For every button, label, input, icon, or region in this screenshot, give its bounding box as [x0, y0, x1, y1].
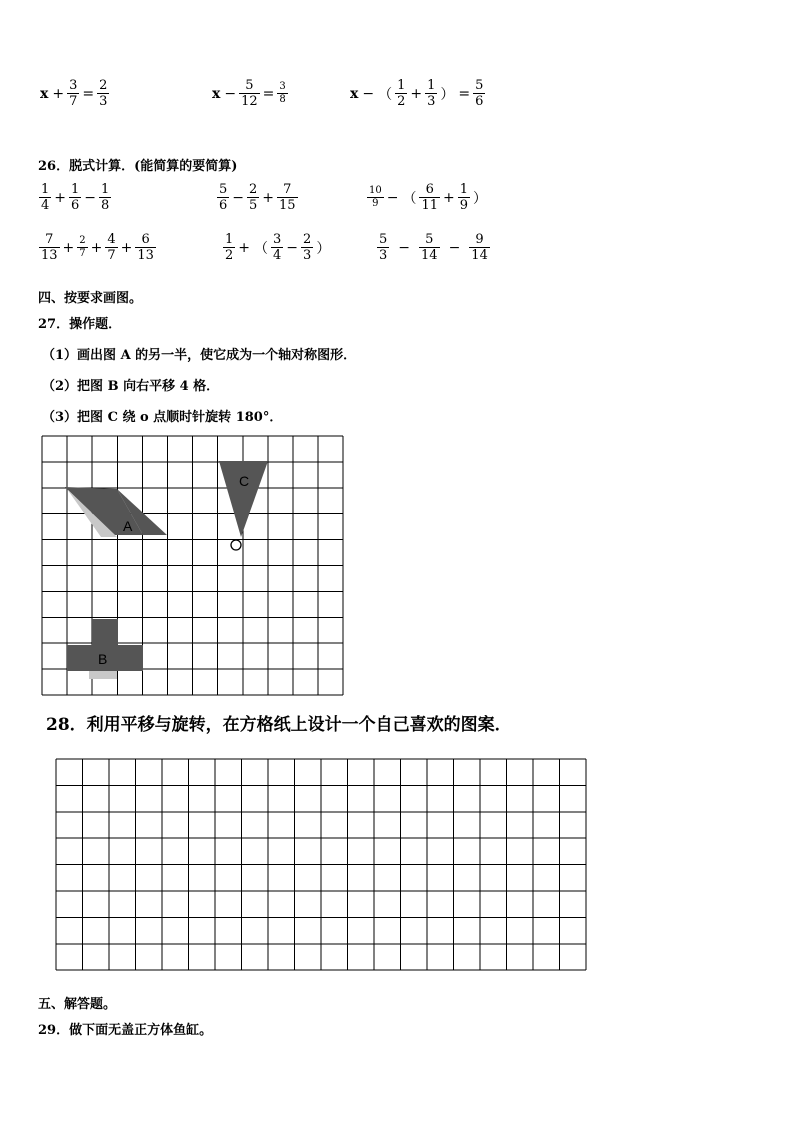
q27-grid: [40, 431, 354, 698]
rotation-point-o: [231, 540, 241, 550]
equation-3: x − （ $\frac{1}{2}$ + $\frac{1}{3}$ ） = $\frac{5}{6}$: [350, 78, 484, 109]
expression-2: $\frac{5}{6}$ − $\frac{2}{5}$ + $\frac{7}{15}$: [219, 182, 296, 213]
q27-item-1: （1）画出图 A 的另一半，使它成为一个轴对称图形．: [42, 348, 357, 363]
equation-1: x + $\frac{3}{7}$ = $\frac{2}{3}$: [40, 78, 108, 109]
section-5-heading: 五、解答题。: [38, 997, 117, 1012]
section-4-heading: 四、按要求画图。: [38, 291, 143, 306]
fraction: $\frac{2}{3}$: [99, 78, 108, 109]
expression-6: $\frac{5}{3}$ − $\frac{5}{14}$ − $\frac{9}{14}$: [379, 232, 488, 263]
expression-1: $\frac{1}{4}$ + $\frac{1}{6}$ − $\frac{1}{8}$: [41, 182, 110, 213]
fraction: $\frac{5}{12}$: [241, 78, 258, 109]
fraction: $\frac{3}{8}$: [279, 81, 286, 105]
q27-item-3: （3）把图 C 绕 o 点顺时针旋转 180°．: [42, 410, 283, 425]
grid-lines: [56, 759, 586, 970]
expression-5: $\frac{1}{2}$ + （ $\frac{3}{4}$ − $\frac{2}{3}$ ）: [225, 232, 331, 263]
expression-3: $\frac{10}{9}$ − （ $\frac{6}{11}$ + $\frac{1}{9}$ ）: [369, 182, 488, 213]
equation-2: x − $\frac{5}{12}$ = $\frac{3}{8}$: [212, 78, 286, 109]
q27-item-2: （2）把图 B 向右平移 4 格．: [42, 379, 220, 394]
fraction: $\frac{3}{7}$: [69, 78, 78, 109]
q28-title: 28．利用平移与旋转，在方格纸上设计一个自己喜欢的图案．: [46, 715, 512, 735]
fraction: $\frac{1}{3}$: [427, 78, 436, 109]
shape-b-top: [92, 619, 118, 645]
label-b: B: [98, 651, 108, 667]
fraction: $\frac{5}{6}$: [475, 78, 484, 109]
q28-grid[interactable]: [55, 758, 587, 971]
label-a: A: [123, 518, 133, 534]
fraction: $\frac{1}{2}$: [397, 78, 406, 109]
q27-title: 27．操作题．: [38, 317, 122, 332]
label-c: C: [239, 473, 250, 489]
q29-title: 29．做下面无盖正方体鱼缸。: [38, 1023, 213, 1038]
expression-4: $\frac{7}{13}$ + $\frac{2}{7}$ + $\frac{4}{7}$ + $\frac{6}{13}$: [41, 232, 154, 263]
q26-title: 26．脱式计算．(能简算的要简算): [38, 159, 238, 174]
